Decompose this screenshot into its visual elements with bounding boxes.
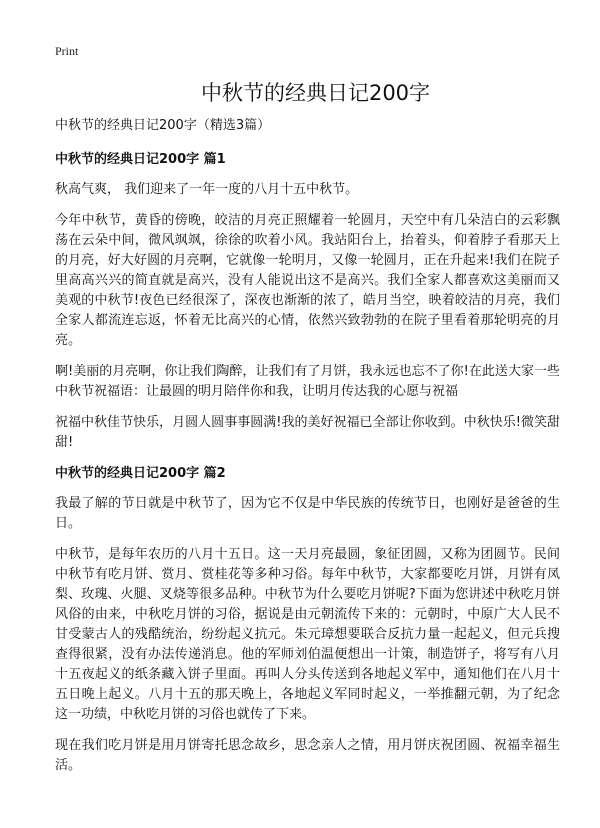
section-heading: 中秋节的经典日记200字 篇2 — [55, 466, 226, 481]
document-title: 中秋节的经典日记200字 — [200, 81, 431, 105]
section-heading: 中秋节的经典日记200字 篇1 — [55, 152, 226, 167]
paragraph: 中秋节，是每年农历的八月十五日。这一天月亮最圆，象征团圆，又称为团圆节。民间中秋节有吃月饼、赏月、赏桂花等多种习俗。每年中秋节，大家都要吃月饼，月饼有凤梨、玫瑰、火腿、叉烧等很多品种。中秋节为什么要吃月饼呢?下面为您讲述中秋吃月饼风俗的由来，中秋吃月饼的习俗，据说是由元朝流传下来的：元朝时，中原广大人民不甘受蒙古人的残酷统治，纷纷起义抗元。朱元璋想要联合反抗力量一起起义，但元兵搜查得很紧，没有办法传递消息。他的军师刘伯温便想出一计策，制造饼子，将写有八月十五夜起义的纸条藏入饼子里面。再叫人分头传送到各地起义军中，通知他们在八月十五日晚上起义。八月十五的那天晚上，各地起义军同时起义，一举推翻元朝，为了纪念这一功绩，中秋吃月饼的习俗也就传了下来。 — [55, 547, 560, 722]
diary-section-1 — [55, 150, 560, 453]
paragraph: 祝福中秋佳节快乐，月圆人圆事事圆满!我的美好祝福已全部让你收到。中秋快乐!微笑甜甜! — [55, 415, 560, 450]
document-subtitle: 中秋节的经典日记200字（精选3篇） — [55, 118, 271, 133]
paragraph: 我最了解的节日就是中秋节了，因为它不仅是中华民族的传统节日，也刚好是爸爸的生日。 — [55, 496, 560, 531]
paragraph: 啊!美丽的月亮啊，你让我们陶醉，让我们有了月饼，我永远也忘不了你!在此送大家一些中秋节祝福语：让最圆的明月陪伴你和我，让明月传达我的心愿与祝福 — [55, 364, 560, 399]
paragraph: 今年中秋节，黄昏的傍晚，皎洁的月亮正照耀着一轮圆月，天空中有几朵洁白的云彩飘荡在云朵中间，微风飒飒，徐徐的吹着小风。我站阳台上，抬着头，仰着脖子看那天上的月亮，好大好圆的月亮啊，它就像一轮明月，又像一轮圆月，正在升起来!我们在院子里高高兴兴的简直就是高兴，没有人能说出这不是高兴。我们全家人都喜欢这美丽而又美观的中秋节!夜色已经很深了，深夜也渐渐的浓了，皓月当空，映着皎洁的月亮，我们全家人都流连忘返，怀着无比高兴的心情，依然兴致勃勃的在院子里看着那轮明亮的月亮。 — [55, 213, 560, 348]
paragraph: 现在我们吃月饼是用月饼寄托思念故乡，思念亲人之情，用月饼庆祝团圆、祝福幸福生活。 — [55, 738, 560, 773]
print-link[interactable]: Print — [55, 44, 79, 58]
paragraph: 秋高气爽， 我们迎来了一年一度的八月十五中秋节。 — [55, 182, 359, 197]
diary-section-2 — [55, 464, 560, 776]
